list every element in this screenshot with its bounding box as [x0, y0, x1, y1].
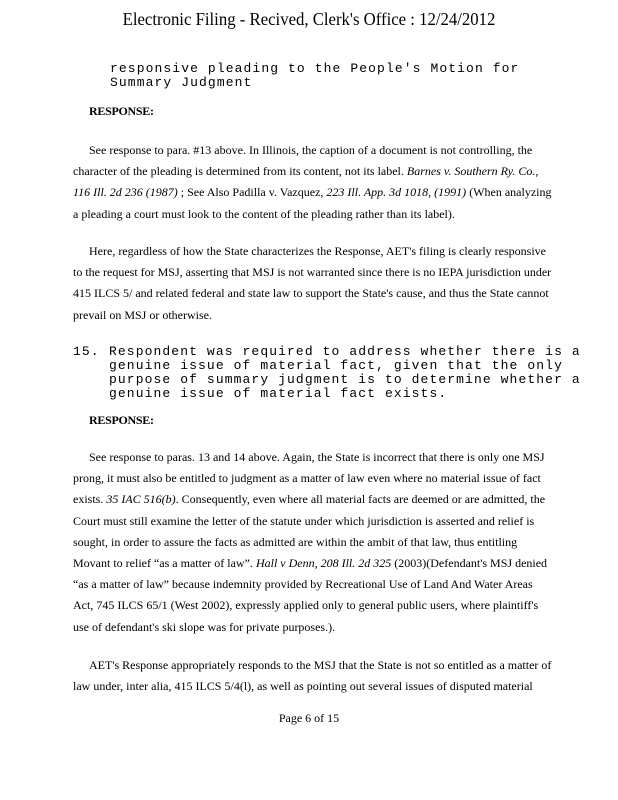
case-citation: Hall v Denn, 208 Ill. 2d 325 [255, 556, 392, 571]
regulation-citation: 35 IAC 516(b) [106, 492, 176, 507]
response-paragraph-msj [73, 447, 553, 638]
response-heading: RESPONSE: [89, 413, 154, 427]
case-citation: 223 Ill. App. 3d 1018, (1991) [326, 185, 467, 200]
response-paragraph-aet: AET's Response appropriately responds to the MSJ that the State is not so entitled as a matter of law under, inter alia, 415 ILCS 5/4(l), as well as pointing out several issues of disputed material [73, 658, 552, 694]
paragraph-text: (When analyzing a pleading a court must look to the content of the pleading rather than its label). [73, 185, 552, 221]
paragraph-text: See response to paras. 13 and 14 above. Again, the State is incorrect that there is only one MSJ prong, it must also be entitled to judgment as a matter of law even where no material issue of fact exists. [73, 450, 545, 507]
response-paragraph-jurisdiction: Here, regardless of how the State characterizes the Response, AET's filing is clearly responsive to the request for MSJ, asserting that MSJ is not warranted since there is no IEPA jurisdiction under 415 ILCS 5/ and related federal and state law to support the State's cause, and thus the State cannot prevail on MSJ or otherwise. [73, 244, 552, 322]
case-citation: Barnes v. Southern Ry. Co., 116 Ill. 2d 236 (1987) [73, 164, 539, 200]
response-heading: RESPONSE: [89, 104, 154, 118]
paragraph-text: See response to para. #13 above. In Illinois, the caption of a document is not controlling, the character of the pleading is determined from its content, not its label. [73, 143, 533, 179]
filing-stamp-header: Electronic Filing - Recived, Clerk's Office : 12/24/2012 [122, 9, 496, 29]
quoted-paragraph-14-tail: responsive pleading to the People's Motion for Summary Judgment [110, 61, 520, 90]
paragraph-text: ; See Also Padilla v. Vazquez, [177, 185, 327, 200]
page-number: Page 6 of 15 [278, 711, 340, 725]
paragraph-text: . Consequently, even where all material facts are deemed or are admitted, the Court must still examine the letter of the statute under which jurisdiction is asserted and relief is sought, in order to assure the facts as admitted are within the ambit of that law, thus entitling Movant to relief “as a matter of law”. [73, 492, 546, 571]
paragraph-number: 15. [73, 344, 100, 359]
paragraph-text: (2003)(Defendant's MSJ denied “as a matter of law” because indemnity provided by Recreational Use of Land And Water Areas Act, 745 ILCS 65/1 (West 2002), expressly applied only to general public users, where plaintiff's use of defendant's ski slope was for private purposes.). [73, 556, 548, 634]
response-paragraph-caption [73, 140, 553, 225]
paragraph-text: Respondent was required to address whether there is a genuine issue of material fact, given that the only purpose of summary judgment is to determine whether a genuine issue of material fact exists. [109, 344, 581, 401]
